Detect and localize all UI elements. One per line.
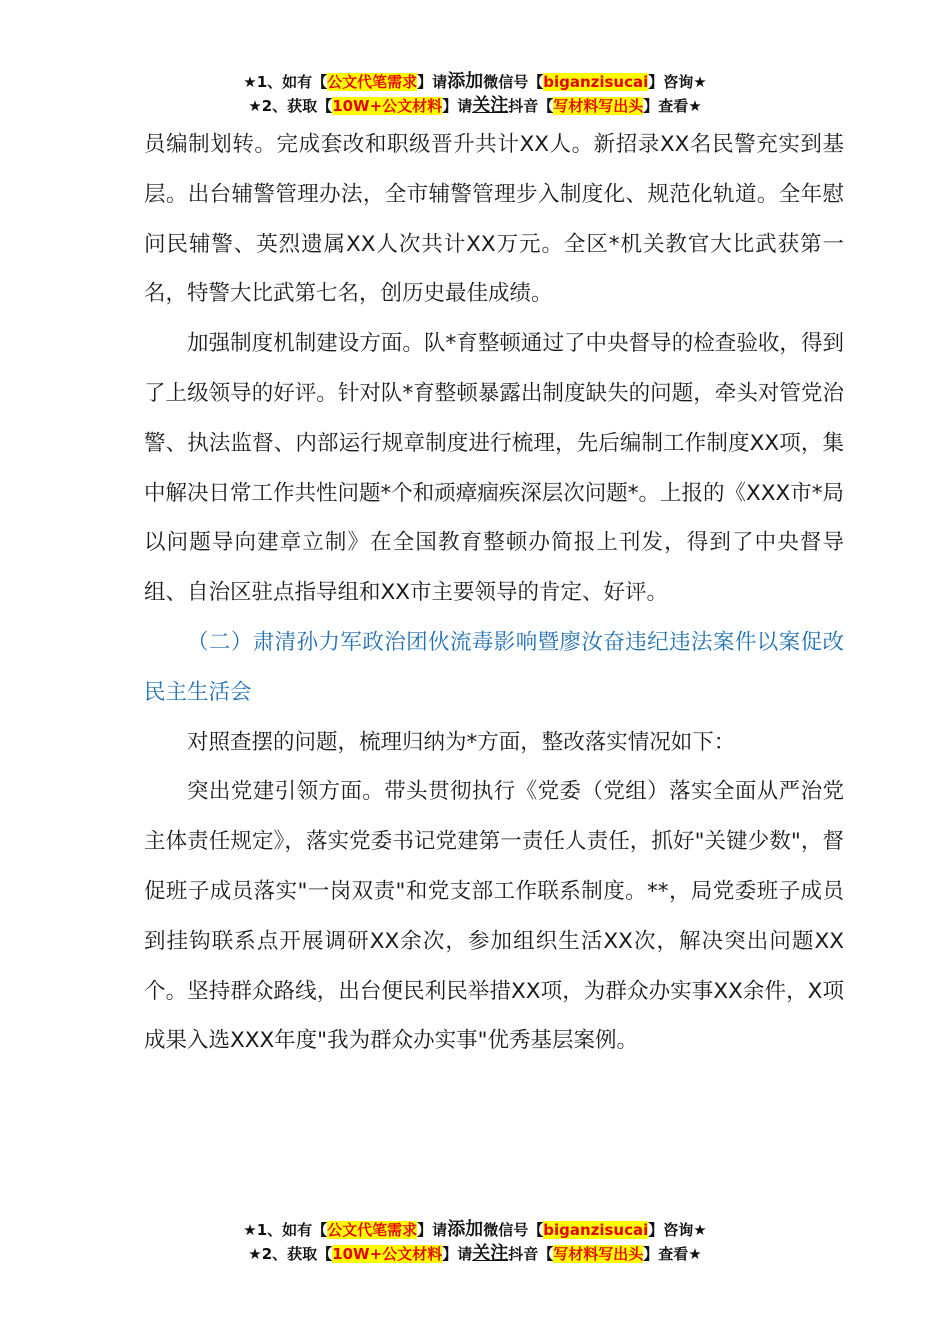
banner-highlight: 公文代笔需求 [327,73,418,91]
document-body [144,120,844,1066]
paragraph: 员编制划转。完成套改和职级晋升共计XX人。新招录XX名民警充实到基层。出台辅警管理办法，全市辅警管理步入制度化、规范化轨道。全年慰问民辅警、英烈遗属XX人次共计XX万元。全区*机关教官大比武获第一名，特警大比武第七名，创历史最佳成绩。 [144,132,844,307]
paragraph: 突出党建引领方面。带头贯彻执行《党委（党组）落实全面从严治党主体责任规定》，落实党委书记党建第一责任人责任，抓好"关键少数"，督促班子成员落实"一岗双责"和党支部工作联系制度。**，局党委班子成员到挂钩联系点开展调研XX余次，参加组织生活XX次，解决突出问题XX个。坚持群众路线，出台便民利民举措XX项，为群众办实事XX余件，X项成果入选XXX年度"我为群众办实事"优秀基层案例。 [144,779,844,1054]
banner-highlight: 10W+公文材料 [332,1245,443,1263]
top-banner [0,70,950,118]
banner-wechat-id: biganzisucai [543,1221,649,1239]
banner-wechat-id: biganzisucai [543,73,649,91]
bottom-banner [0,1218,950,1266]
banner-highlight: 公文代笔需求 [327,1221,418,1239]
banner-line-1: ★1、如有【公文代笔需求】请添加微信号【biganzisucai】咨询★ [243,71,707,92]
banner-line-2: ★2、获取【10W+公文材料】请关注抖音【写材料写出头】查看★ [248,95,702,116]
section-heading: （二）肃清孙力军政治团伙流毒影响暨廖汝奋违纪违法案件以案促改民主生活会 [144,629,844,705]
banner-douyin-id: 写材料写出头 [553,97,644,115]
paragraph: 加强制度机制建设方面。队*育整顿通过了中央督导的检查验收，得到了上级领导的好评。针对队*育整顿暴露出制度缺失的问题，牵头对管党治警、执法监督、内部运行规章制度进行梳理，先后编制工作制度XX项，集中解决日常工作共性问题*个和顽瘴痼疾深层次问题*。上报的《XXX市*局以问题导向建章立制》在全国教育整顿办简报上刊发，得到了中央督导组、自治区驻点指导组和XX市主要领导的肯定、好评。 [144,331,844,606]
banner-line-1: ★1、如有【公文代笔需求】请添加微信号【biganzisucai】咨询★ [243,1219,707,1240]
banner-highlight: 10W+公文材料 [332,97,443,115]
banner-douyin-id: 写材料写出头 [553,1245,644,1263]
banner-line-2: ★2、获取【10W+公文材料】请关注抖音【写材料写出头】查看★ [248,1243,702,1264]
paragraph: 对照查摆的问题，梳理归纳为*方面，整改落实情况如下： [187,729,736,755]
